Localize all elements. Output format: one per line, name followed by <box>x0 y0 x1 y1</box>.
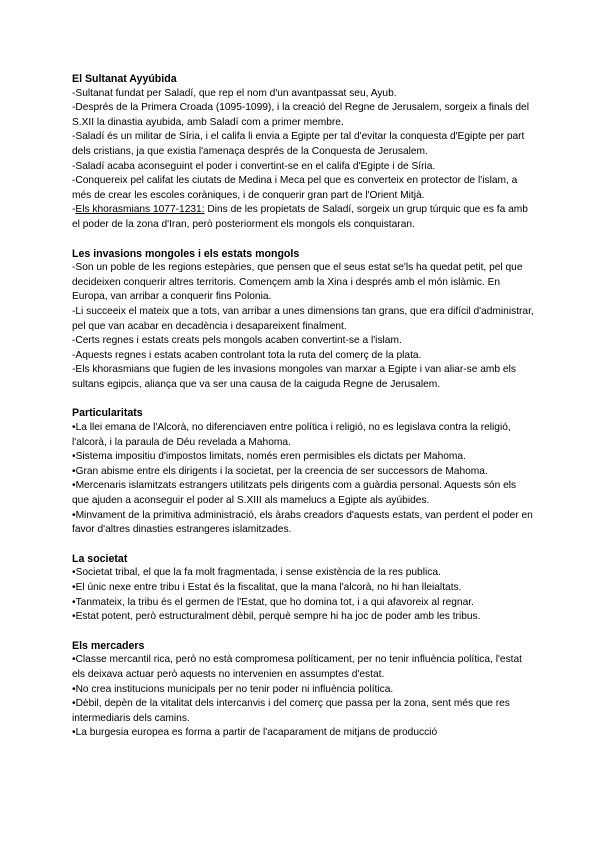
paragraph: -Sultanat fundat per Saladí, que rep el nom d'un avantpassat seu, Ayub. <box>72 87 397 99</box>
bullet-item: •Classe mercantil rica, però no està compromesa políticament, per no tenir influència política, l'estat els deixava actuar però aquests no intervenien en assumptes d'estat. <box>72 654 523 680</box>
bullet-item: •Sistema impositiu d'impostos limitats, només eren permisibles els dictats per Mahoma. <box>72 451 466 463</box>
underlined-term: Els khorasmians 1077-1231: <box>75 204 205 216</box>
paragraph-prefix: - <box>72 204 76 216</box>
paragraph: -Després de la Primera Croada (1095-1099), i la creació del Regne de Jerusalem, sorgeix a finals del S.XII la dinastia ayubida, amb Saladí com a primer membre. <box>72 102 529 128</box>
section-particularitats <box>72 406 534 537</box>
bullet-item: •No crea institucions municipals per no tenir poder ni influència política. <box>72 683 394 695</box>
paragraph: -Aquests regnes i estats acaben controlant tota la ruta del comerç de la plata. <box>72 349 422 361</box>
bullet-item: •Societat tribal, el que la fa molt fragmentada, i sense existència de la res publica. <box>72 567 441 579</box>
document-page <box>72 72 534 755</box>
paragraph: -Li succeeix el mateix que a tots, van arribar a unes dimensions tan grans, que era difícil d'administrar, pel que van acabar en decadència i desapareixent finalment. <box>72 305 534 332</box>
section-title: Els mercaders <box>72 639 145 652</box>
paragraph: -Son un poble de les regions estepàries, que pensen que el seus estat se'ls ha quedat petit, pel que decideixen conquerir altres territoris. Començem amb la Xina i després amb el món islàmic. En Europa, van arribar a conquerir fins Polonia. <box>72 262 523 303</box>
paragraph: -Saladí acaba aconseguint el poder i convertint-se en el califa d'Egipte i de Síria. <box>72 160 436 172</box>
bullet-item: •La llei emana de l'Alcorà, no diferenciaven entre política i religió, no es legislava contra la religió, l'alcorà, i la paraula de Déu revelada a Mahoma. <box>72 422 511 448</box>
section-title: El Sultanat Ayyúbida <box>72 73 177 85</box>
bullet-item: •La burgesia europea es forma a partir de l'acaparament de mitjans de producció <box>72 727 438 739</box>
paragraph: -Saladí és un militar de Síria, i el califa li envia a Egipte per tal d'evitar la conquesta d'Egipte per part dels cristians, ja que existia l'amenaça després de la Conquesta de Jerusalem. <box>72 131 525 157</box>
section-invasions-mongoles <box>72 247 534 393</box>
bullet-item: •Gran abisme entre els dirigents i la societat, per la creencia de ser successors de Mahoma. <box>72 465 488 477</box>
section-els-mercaders <box>72 639 534 741</box>
section-la-societat <box>72 552 534 625</box>
bullet-item: •Mercenaris islamitzats estrangers utilitzats pels dirigents com a guàrdia personal. Aquests són els que ajuden a aconseguir el poder al S.XIII als mamelucs a Egipte als ayúbides. <box>72 480 517 507</box>
bullet-item: •Estat potent, però estructuralment dèbil, perquè sempre hi ha joc de poder amb les tribus. <box>72 611 481 623</box>
section-sultanat-ayyubida <box>72 72 534 233</box>
bullet-item: •El únic nexe entre tribu i Estat és la fiscalitat, que la mana l'alcorà, no hi han lleialtats. <box>72 582 462 593</box>
section-title: La societat <box>72 552 128 565</box>
paragraph: -Certs regnes i estats creats pels mongols acaben convertint-se a l'islam. <box>72 335 402 347</box>
bullet-item: •Dèbil, depèn de la vitalitat dels intercanvis i del comerç que passa per la zona, sent més que res intermediaris dels camins. <box>72 698 510 724</box>
paragraph-rest: Dins de les propietats de Saladí, sorgeix un grup túrquic que es fa amb el poder de la zona d'Iran, però posteriorment els mongols els conquistaran. <box>72 204 528 230</box>
bullet-item: •Tanmateix, la tribu és el germen de l'Estat, que ho domina tot, i a qui afavoreix al regnar. <box>72 596 474 608</box>
paragraph-khorasmians <box>72 203 534 232</box>
paragraph: -Conquereix pel califat les ciutats de Medina i Meca pel que es converteix en protector de l'islam, a més de crear les escoles coràniques, i de conquerir gran part de l'Orient Mitjà. <box>72 175 518 201</box>
section-title: Particularitats <box>72 407 143 420</box>
paragraph: -Els khorasmians que fugien de les invasions mongoles van marxar a Egipte i van aliar-se amb els sultans egipcis, aliança que va ser una causa de la caiguda Regne de Jerusalem. <box>72 364 516 390</box>
bullet-item: •Minvament de la primitiva administració, els àrabs creadors d'aquests estats, van perdent el poder en favor d'altres dinasties estrangeres islamitzades. <box>72 509 533 536</box>
section-title: Les invasions mongoles i els estats mongols <box>72 247 300 260</box>
